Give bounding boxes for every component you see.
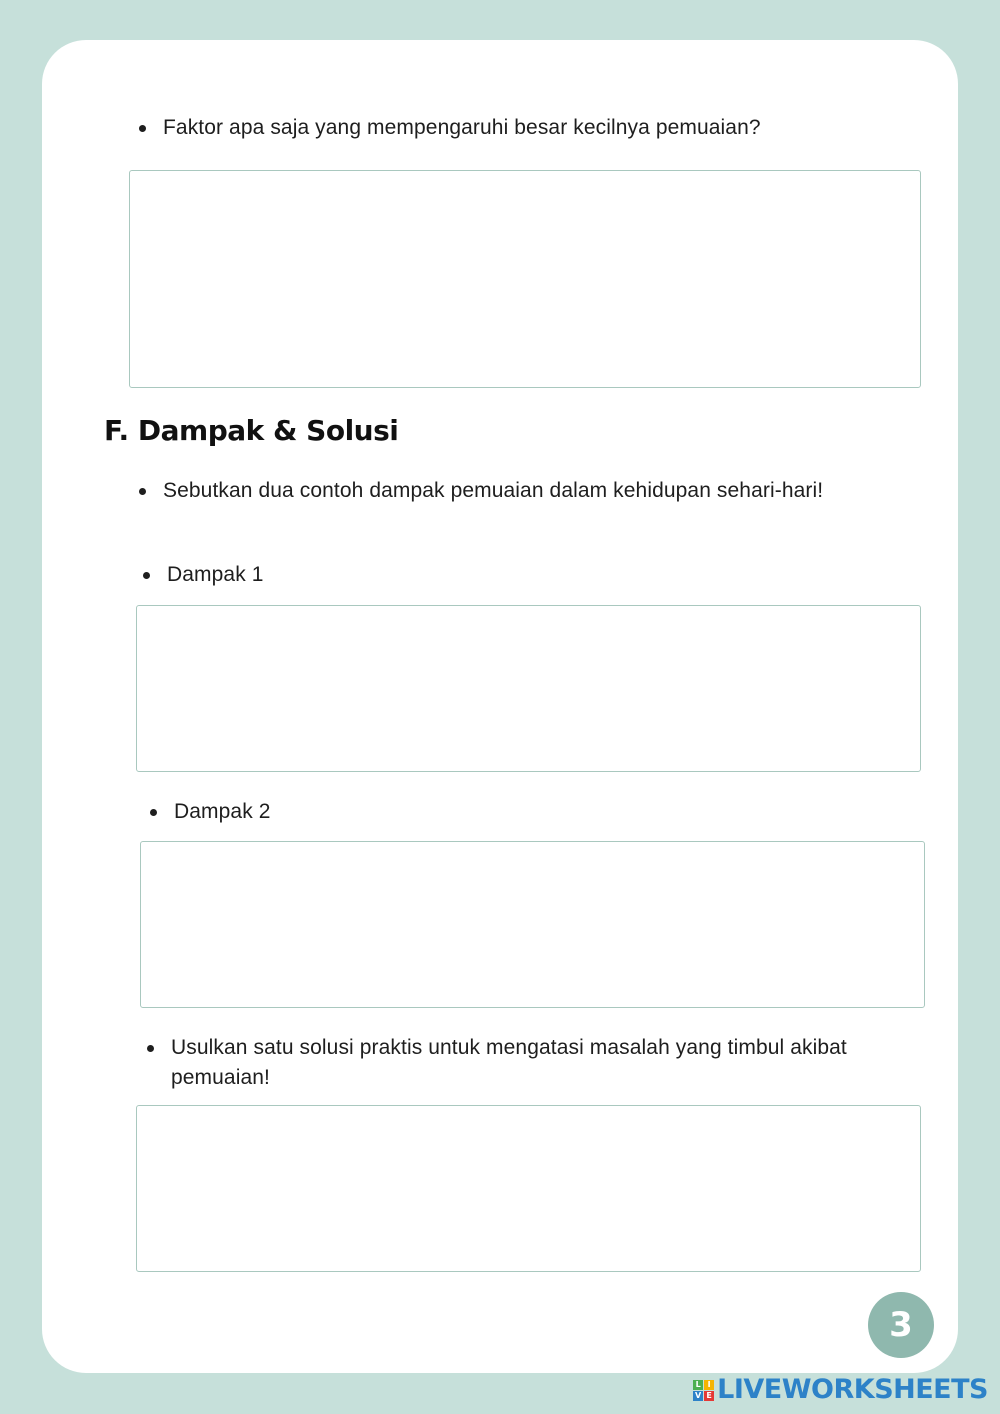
- page-number-badge: 3: [868, 1292, 934, 1358]
- liveworksheets-logo-icon: [693, 1380, 714, 1401]
- question-factors: Faktor apa saja yang mempengaruhi besar kecilnya pemuaian?: [163, 113, 923, 143]
- logo-letter-l: L: [693, 1380, 703, 1390]
- section-heading-dampak-solusi: F. Dampak & Solusi: [104, 414, 399, 447]
- liveworksheets-wordmark: LIVEWORKSHEETS: [717, 1374, 988, 1405]
- answer-box-dampak-1[interactable]: [136, 605, 921, 772]
- label-dampak-2: Dampak 2: [174, 797, 474, 827]
- question-impact-examples: Sebutkan dua contoh dampak pemuaian dalam kehidupan sehari-hari!: [163, 476, 908, 506]
- logo-letter-v: V: [695, 1390, 702, 1400]
- logo-letter-i: I: [704, 1380, 714, 1390]
- logo-letter-e: E: [704, 1391, 714, 1401]
- label-dampak-1: Dampak 1: [167, 560, 467, 590]
- answer-box-factors[interactable]: [129, 170, 921, 388]
- liveworksheets-brand[interactable]: [693, 1374, 988, 1406]
- answer-box-solution[interactable]: [136, 1105, 921, 1272]
- answer-box-dampak-2[interactable]: [140, 841, 925, 1008]
- question-solution: Usulkan satu solusi praktis untuk mengatasi masalah yang timbul akibat pemuaian!: [171, 1033, 911, 1093]
